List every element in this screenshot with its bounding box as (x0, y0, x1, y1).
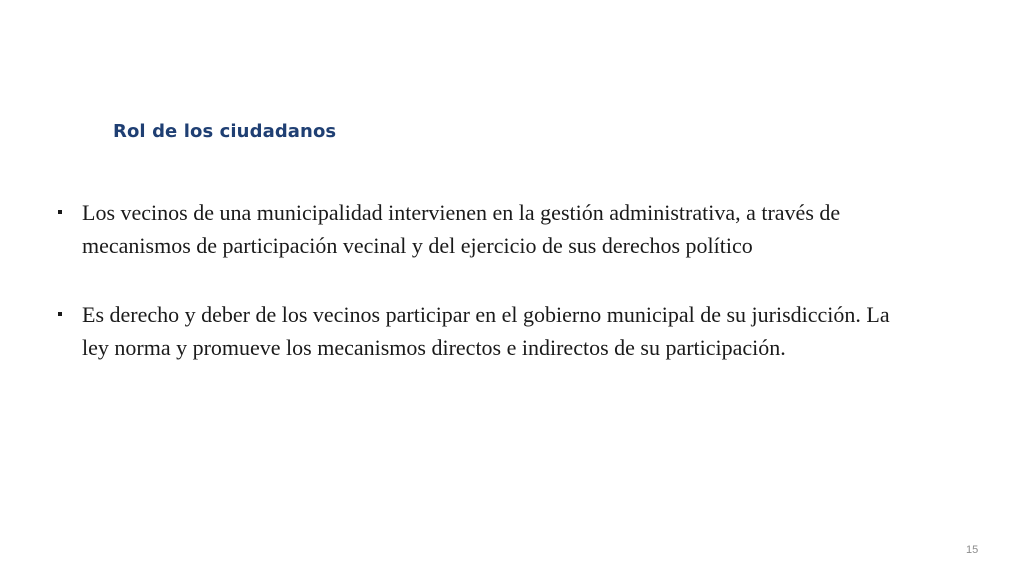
slide-title: Rol de los ciudadanos (113, 121, 337, 142)
bullet-text: Los vecinos de una municipalidad intervienen en la gestión administrativa, a través de mecanismos de participación vecinal y del ejercicio de sus derechos político (82, 200, 841, 258)
page-number: 15 (966, 544, 979, 556)
bullet-text: Es derecho y deber de los vecinos participar en el gobierno municipal de su jurisdicción. La ley norma y promueve los mecanismos directos e indirectos de su participación. (82, 302, 890, 360)
bullet-item (58, 196, 898, 262)
square-bullet-icon (58, 210, 62, 214)
bullet-item (58, 298, 898, 364)
square-bullet-icon (58, 312, 62, 316)
bullet-list (58, 196, 898, 364)
